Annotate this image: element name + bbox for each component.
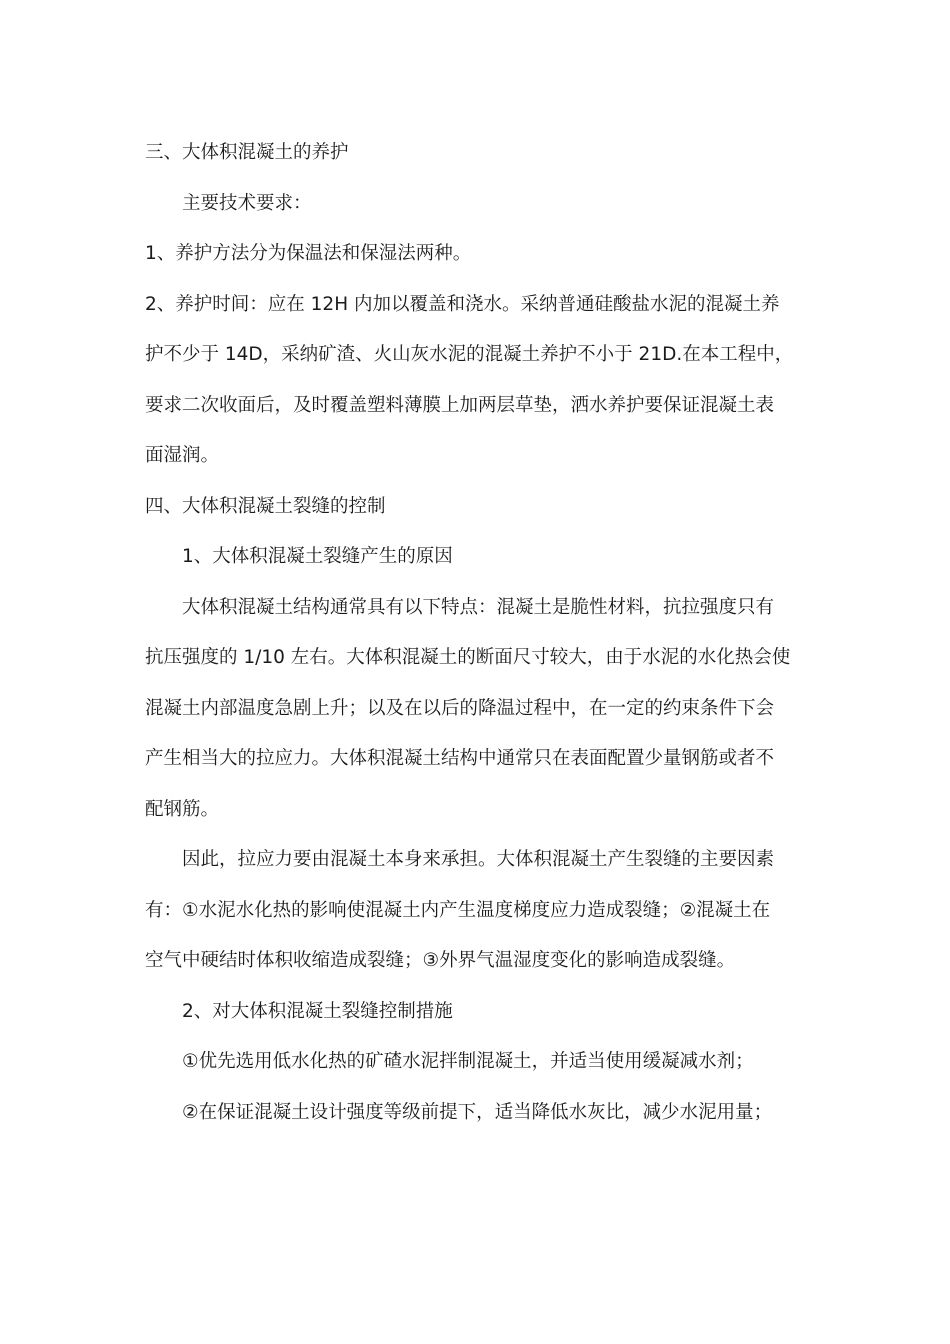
paragraph-line: 抗压强度的 1/10 左右。大体积混凝土的断面尺寸较大，由于水泥的水化热会使 — [145, 647, 791, 668]
paragraph-line: 主要技术要求： — [182, 192, 312, 214]
paragraph-line: 2、养护时间：应在 12H 内加以覆盖和浇水。采纳普通硅酸盐水泥的混凝土养 — [145, 293, 780, 315]
paragraph-line: 大体积混凝土结构通常具有以下特点：混凝土是脆性材料，抗拉强度只有 — [182, 596, 775, 618]
paragraph-line: 配钢筋。 — [145, 798, 220, 820]
paragraph-line: 1、养护方法分为保温法和保湿法两种。 — [145, 243, 472, 264]
list-item: ①优先选用低水化热的矿碴水泥拌制混凝土，并适当使用缓凝减水剂； — [182, 1051, 754, 1072]
paragraph-line: 要求二次收面后，及时覆盖塑料薄膜上加两层草垫，洒水养护要保证混凝土表 — [145, 394, 775, 416]
section-heading-crack-control: 四、大体积混凝土裂缝的控制 — [145, 495, 386, 517]
subheading-crack-causes: 1、大体积混凝土裂缝产生的原因 — [182, 546, 453, 567]
paragraph-line: 混凝土内部温度急剧上升；以及在以后的降温过程中，在一定的约束条件下会 — [145, 697, 775, 719]
paragraph-line: 有：①水泥水化热的影响使混凝土内产生温度梯度应力造成裂缝；②混凝土在 — [145, 899, 771, 921]
list-item: ②在保证混凝土设计强度等级前提下，适当降低水灰比，减少水泥用量； — [182, 1101, 773, 1123]
paragraph-line: 空气中硬结时体积收缩造成裂缝；③外界气温湿度变化的影响造成裂缝。 — [145, 950, 736, 971]
paragraph-line: 产生相当大的拉应力。大体积混凝土结构中通常只在表面配置少量钢筋或者不 — [145, 748, 775, 769]
paragraph-line: 护不少于 14D，采纳矿渣、火山灰水泥的混凝土养护不小于 21D.在本工程中， — [145, 344, 794, 365]
subheading-crack-measures: 2、对大体积混凝土裂缝控制措施 — [182, 1000, 453, 1022]
section-heading-curing: 三、大体积混凝土的养护 — [145, 142, 349, 163]
document-body — [145, 128, 810, 1138]
paragraph-line: 因此，拉应力要由混凝土本身来承担。大体积混凝土产生裂缝的主要因素 — [182, 849, 775, 870]
paragraph-line: 面湿润。 — [145, 445, 220, 466]
